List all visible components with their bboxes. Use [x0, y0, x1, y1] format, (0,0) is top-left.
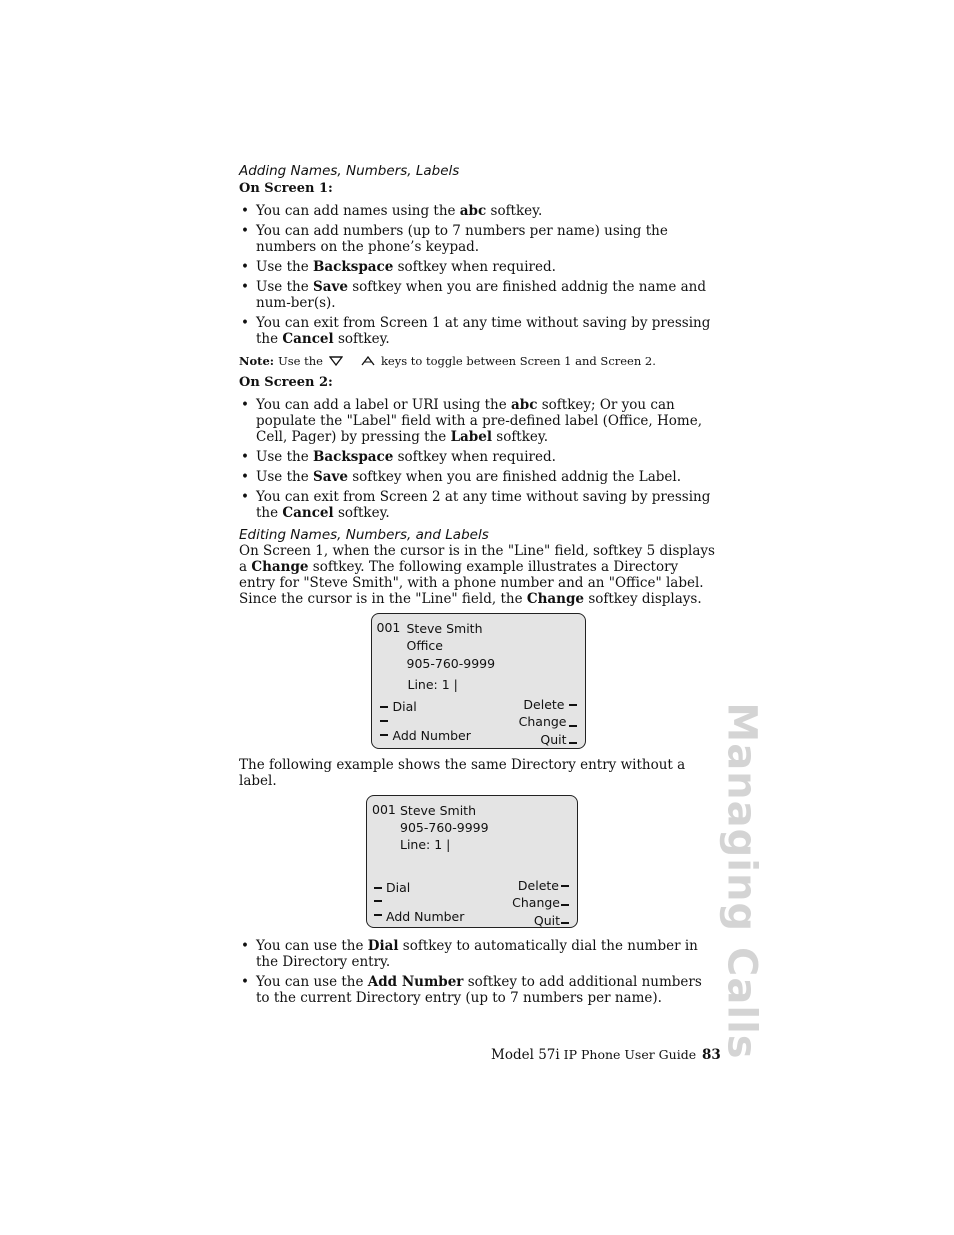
softkey-dash: [380, 734, 388, 736]
list-item: • You can exit from Screen 1 at any time without saving by pressing the Cancel softkey.: [239, 315, 717, 347]
softkey-quit[interactable]: Quit: [540, 732, 567, 747]
chapter-side-tab: Managing Calls: [719, 702, 766, 1060]
softkey-add-number[interactable]: Add Number: [392, 728, 471, 743]
softkey-dash: [380, 706, 388, 708]
softkey-delete[interactable]: Delete: [523, 697, 565, 712]
entry-number: 905-760-9999: [406, 656, 496, 671]
page-content: [239, 163, 717, 1012]
list-item: • You can exit from Screen 2 at any time without saving by pressing the Cancel softkey.: [239, 489, 717, 521]
entry-index: 001: [372, 802, 396, 817]
entry-name: Steve Smith: [406, 621, 483, 636]
entry-name: Steve Smith: [400, 803, 476, 818]
softkey-add-number[interactable]: Add Number: [386, 909, 465, 924]
up-arrow-icon: [361, 356, 375, 366]
phone-screen-with-label: [371, 613, 586, 749]
softkey-usage-list: [239, 938, 717, 1006]
section-heading-adding: Adding Names, Numbers, Labels: [239, 163, 460, 179]
screen2-list: [239, 397, 717, 521]
list-item: • You can add numbers (up to 7 numbers per name) using the numbers on the phone’s keypad.: [239, 223, 717, 255]
softkey-change[interactable]: Change: [512, 895, 560, 910]
softkey-dash: [561, 904, 569, 906]
entry-number: 905-760-9999: [400, 820, 489, 835]
note-label: Note:: [239, 354, 275, 368]
softkey-quit[interactable]: Quit: [533, 913, 560, 928]
list-item: • Use the Backspace softkey when required.: [239, 449, 717, 465]
list-item: • You can use the Add Number softkey to add additional numbers to the current Directory entry (up to 7 numbers per name).: [239, 974, 717, 1006]
list-item: • You can use the Dial softkey to automatically dial the number in the Directory entry.: [239, 938, 717, 970]
softkey-change[interactable]: Change: [518, 714, 567, 729]
list-item: • Use the Save softkey when you are finished addnig the Label.: [239, 469, 717, 485]
no-label-paragraph: The following example shows the same Directory entry without a label.: [239, 757, 686, 789]
screen1-list: [239, 203, 717, 347]
footer-title: Model 57i IP Phone User Guide: [491, 1047, 697, 1063]
entry-line: Line: 1 |: [400, 837, 451, 852]
softkey-dash: [561, 922, 569, 924]
softkey-dash: [569, 742, 577, 744]
softkey-dash: [374, 900, 382, 902]
down-arrow-icon: [329, 356, 343, 366]
entry-label: Office: [406, 638, 443, 653]
softkey-delete[interactable]: Delete: [517, 878, 559, 893]
section-heading-editing: Editing Names, Numbers, and Labels: [239, 527, 489, 543]
list-item: • Use the Save softkey when you are finished addnig the name and num-ber(s).: [239, 279, 717, 311]
entry-index: 001: [376, 620, 401, 635]
softkey-dash: [380, 720, 388, 722]
note: Note: Use the keys to toggle between Screen 1 and Screen 2.: [239, 354, 656, 368]
softkey-dash: [569, 725, 577, 727]
entry-line: Line: 1 |: [407, 677, 458, 692]
editing-paragraph: On Screen 1, when the cursor is in the "Line" field, softkey 5 displays a Change softkey. The following example illustrates a Directory entry for "Steve Smith", with a phone number and an "Office" label. Since the cursor is in the "Line" field, the Change softkey displays.: [239, 543, 715, 607]
screen2-heading: On Screen 2:: [239, 375, 333, 390]
list-item: • Use the Backspace softkey when required.: [239, 259, 717, 275]
softkey-dash: [569, 704, 577, 706]
list-item: • You can add names using the abc softkey.: [239, 203, 717, 219]
softkey-dash: [374, 914, 382, 916]
softkey-dash: [374, 887, 382, 889]
phone-screen-no-label: [366, 795, 578, 928]
softkey-dash: [561, 885, 569, 887]
softkey-dial[interactable]: Dial: [392, 699, 417, 714]
page-number: 83: [702, 1047, 721, 1063]
list-item: • You can add a label or URI using the abc softkey; Or you can populate the "Label" field with a pre-defined label (Office, Home, Cell, Pager) by pressing the Label softkey.: [239, 397, 717, 445]
screen1-heading: On Screen 1:: [239, 181, 333, 196]
softkey-dial[interactable]: Dial: [386, 880, 411, 895]
